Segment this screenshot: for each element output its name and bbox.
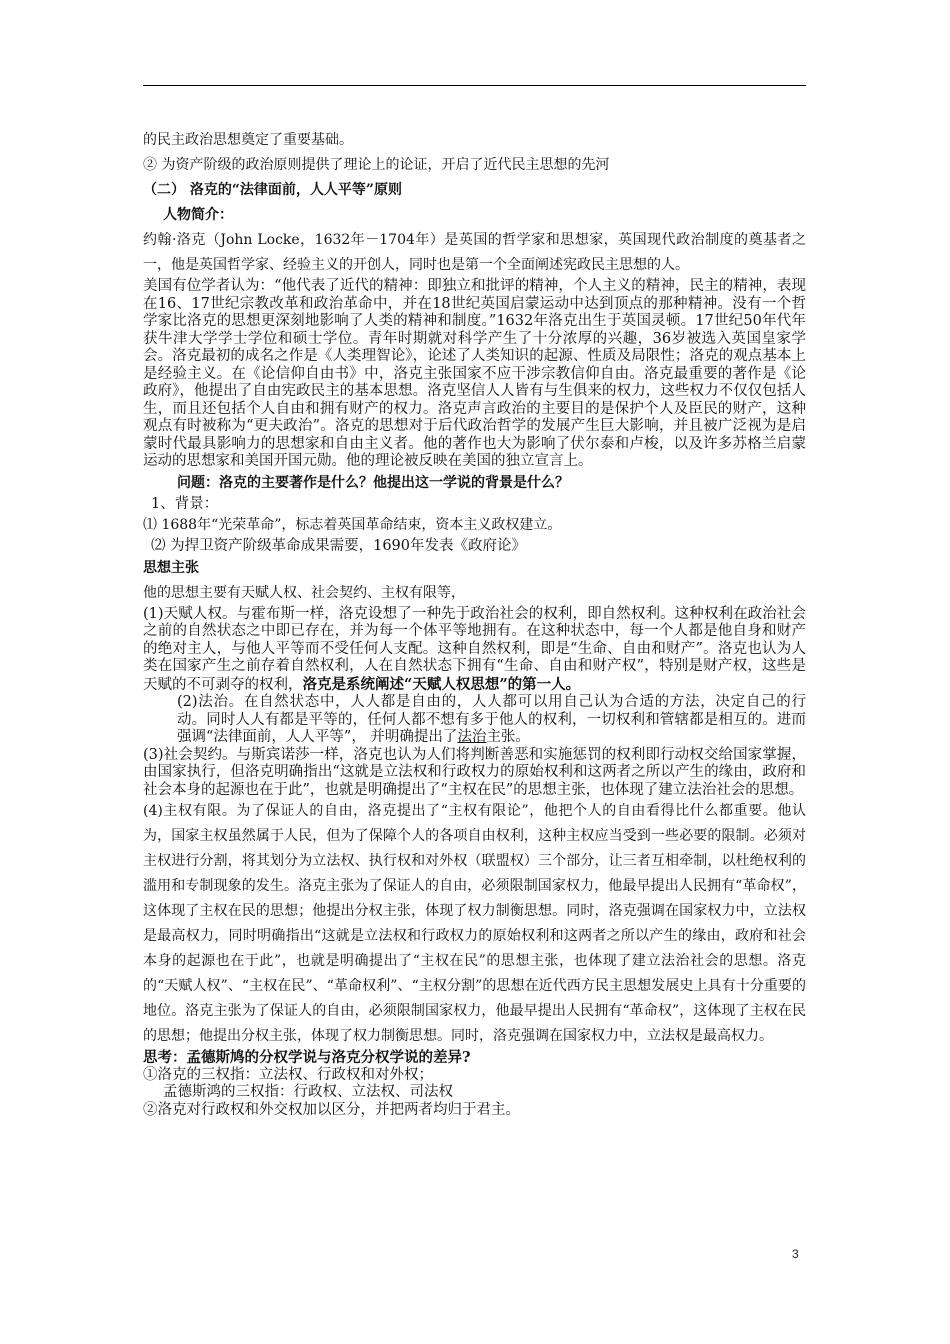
ideas-heading: 思想主张 — [143, 559, 199, 576]
idea-text: (2)法治。在自然状态中，人人都是自由的，人人都可以用自己认为合适的方法，决定自己的行动。同时人人有都是平等的，任何人都不想有多于他人的权利，一切权利和管辖都是相互的。进而强调“法律面前，人人平等”， 并明确提出了 — [177, 694, 806, 745]
bio-paragraph: 约翰·洛克（John Locke，1632年－1704年）是英国的哲学家和思想家，英国现代政治制度的奠基者之一，他是英国哲学家、经验主义的开创人，同时也是第一个全面阐述宪政民主思想的人。 — [143, 232, 806, 273]
idea-natural-rights — [143, 606, 806, 695]
underlined-term: 法治 — [457, 729, 487, 745]
text-line: ② 为资产阶级的政治原则提供了理论上的论证，开启了近代民主思想的先河 — [143, 157, 610, 173]
section-heading: （二） 洛克的“法律面前，人人平等”原则 — [143, 182, 402, 198]
text-line: 的民主政治思想奠定了重要基础。 — [143, 132, 353, 148]
think-item: 孟德斯鸿的三权指：行政权、立法权、司法权 — [163, 1084, 453, 1100]
bio-heading: 人物简介： — [163, 207, 233, 223]
think-item: ②洛克对行政权和外交权加以区分，并把两者均归于君主。 — [143, 1101, 520, 1118]
think-item: ①洛克的三权指：立法权、行政权和对外权； — [143, 1066, 433, 1083]
background-item: ⑴ 1688年“光荣革命”，标志着英国革命结束，资本主义政权建立。 — [143, 517, 562, 533]
idea-limited-sovereignty: (4)主权有限。为了保证人的自由，洛克提出了“主权有限论”，他把个人的自由看得比什么都重要。他认为，国家主权虽然属于人民，但为了保障个人的各项自由权利，这种主权应当受到一些必要的限制。必须对主权进行分割，将其划分为立法权、执行权和对外权（联盟权）三个部分，让三者互相牵制，以杜绝权利的滥用和专制现象的发生。洛克主张为了保证人的自由，必须限制国家权力，他最早提出人民拥有“革命权”，这体现了主权在民的思想；他提出分权主张，体现了权力制衡思想。同时，洛克强调在国家权力中，立法权是最高权力，同时明确指出“这就是立法权和行政权力的原始权利和这两者之所以产生的缘由，政府和社会本身的起源也在于此”，也就是明确提出了“主权在民”的思想主张，也体现了建立法治社会的思想。洛克的“天赋人权”、“主权在民”、“革命权利”、“主权分割”的思想在近代西方民主思想发展史上具有十分重要的地位。洛克主张为了保证人的自由，必须限制国家权力，他最早提出人民拥有“革命权”，这体现了主权在民的思想；他提出分权主张，体现了权力制衡思想。同时，洛克强调在国家权力中，立法权是最高权力。 — [143, 803, 806, 1044]
document-body — [143, 128, 806, 1119]
idea-social-contract: (3)社会契约。与斯宾诺莎一样，洛克也认为人们将判断善恶和实施惩罚的权利即行动权交给国家掌握，由国家执行，但洛克明确指出“这就是立法权和行政权力的原始权利和这两者之所以产生的缘由，政府和社会本身的起源也在于此”，也就是明确提出了“主权在民”的思想主张，也体现了建立法治社会的思想。 — [143, 746, 806, 798]
idea-text: (1)天赋人权。与霍布斯一样，洛克设想了一种先于政治社会的权利，即自然权利。这种权利在政治社会之前的自然状态之中即已存在，并为每一个体平等地拥有。在这种状态中，每一个人都是他自身和财产的绝对主人，与他人平等而不受任何人支配。这种自然权利，即是“生命、自由和财产”。洛克也认为人类在国家产生之前存着自然权利，人在自然状态下拥有“生命、自由和财产权”，特别是财产权，这些是天赋的不可剥夺的权利， — [143, 605, 806, 693]
idea-rule-of-law — [143, 694, 806, 747]
think-heading: 思考：孟德斯鸠的分权学说与洛克分权学说的差异? — [143, 1049, 471, 1066]
background-item: ⑵ 为捍卫资产阶级革命成果需要，1690年发表《政府论》 — [151, 538, 527, 554]
idea-text: 主张。 — [486, 729, 530, 745]
scholar-paragraph: 美国有位学者认为：“他代表了近代的精神：即独立和批评的精神，个人主义的精神，民主的精神，表现在16、17世纪宗教改革和政治革命中，并在18世纪英国启蒙运动中达到顶点的那种精神。没有一个哲学家比洛克的思想更深刻地影响了人类的精神和制度。”1632年洛克出生于英国灵顿。17世纪50年代年获牛津大学学士学位和硕士学位。青年时期就对科学产生了十分浓厚的兴趣，36岁被选入英国皇家学会。洛克最初的成名之作是《人类理智论》，论述了人类知识的起源、性质及局限性；洛克的观点基本上是经验主义。在《论信仰自由书》中，洛克主张国家不应干涉宗教信仰自由。洛克最重要的著作是《论政府》，他提出了自由宪政民主的基本思想。洛克坚信人人皆有与生俱来的权力，这些权力不仅仅包括人生，而且还包括个人自由和拥有财产的权力。洛克声言政治的主要目的是保护个人及臣民的财产，这种观点有时被称为“更夫政治”。洛克的思想对于后代政治哲学的发展产生巨大影响，并且被广泛视为是启蒙时代最具影响力的思想家和自由主义者。他的著作也大为影响了伏尔泰和卢梭，以及许多苏格兰启蒙运动的思想家和美国开国元勋。他的理论被反映在美国的独立宣言上。 — [143, 278, 806, 469]
background-heading: 1、背景： — [151, 495, 219, 512]
idea-emphasis: 洛克是系统阐述“天赋人权思想”的第一人。 — [302, 675, 581, 693]
ideas-intro: 他的思想主要有天赋人权、社会契约、主权有限等， — [143, 584, 465, 601]
header-rule — [143, 85, 806, 86]
page-number: 3 — [792, 1247, 799, 1261]
question-heading: 问题：洛克的主要著作是什么？他提出这一学说的背景是什么？ — [177, 474, 569, 491]
